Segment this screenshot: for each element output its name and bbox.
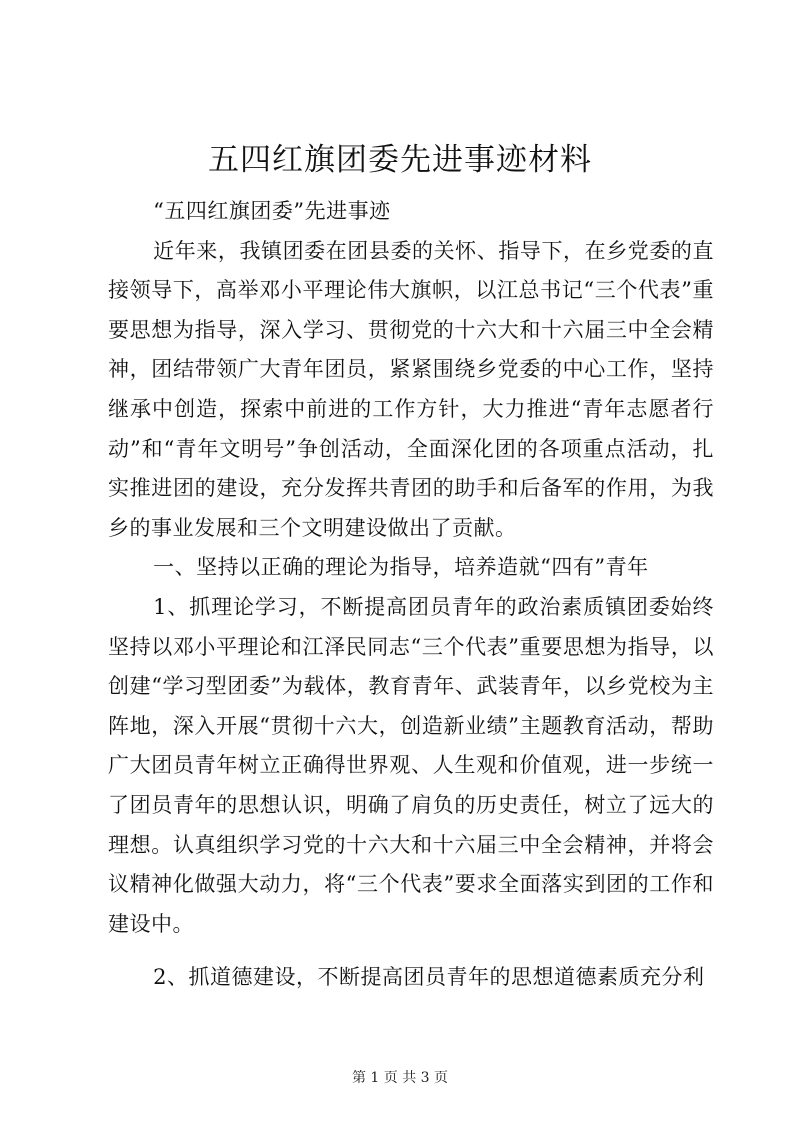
subtitle-paragraph: “五四红旗团委”先进事迹 bbox=[153, 199, 391, 223]
document-body bbox=[108, 192, 714, 998]
document-title: 五四红旗团委先进事迹材料 bbox=[208, 142, 592, 178]
section-1-item-2: 2、抓道德建设，不断提高团员青年的思想道德素质充分利 bbox=[153, 965, 705, 990]
section-heading-1: 一、坚持以正确的理论为指导，培养造就“四有”青年 bbox=[153, 555, 649, 580]
section-1-item-1: 1、抓理论学习，不断提高团员青年的政治素质镇团委始终坚持以邓小平理论和江泽民同志“三个代表”重要思想为指导，以创建“学习型团委”为载体，教育青年、武装青年，以乡党校为主阵地，深入开展“贯彻十六大，创造新业绩”主题教育活动，帮助广大团员青年树立正确得世界观、人生观和价值观，进一步统一了团员青年的思想认识，明确了肩负的历史责任，树立了远大的理想。认真组织学习党的十六大和十六届三中全会精神，并将会议精神化做强大动力，将“三个代表”要求全面落实到团的工作和建设中。 bbox=[108, 594, 714, 936]
intro-paragraph: 近年来，我镇团委在团县委的关怀、指导下，在乡党委的直接领导下，高举邓小平理论伟大旗帜，以江总书记“三个代表”重要思想为指导，深入学习、贯彻党的十六大和十六届三中全会精神，团结带领广大青年团员，紧紧围绕乡党委的中心工作，坚持继承中创造，探索中前进的工作方针，大力推进“青年志愿者行动”和“青年文明号”争创活动，全面深化团的各项重点活动，扎实推进团的建设，充分发挥共青团的助手和后备军的作用，为我乡的事业发展和三个文明建设做出了贡献。 bbox=[108, 238, 714, 540]
page-footer: 第 1 页 共 3 页 bbox=[351, 1070, 449, 1086]
